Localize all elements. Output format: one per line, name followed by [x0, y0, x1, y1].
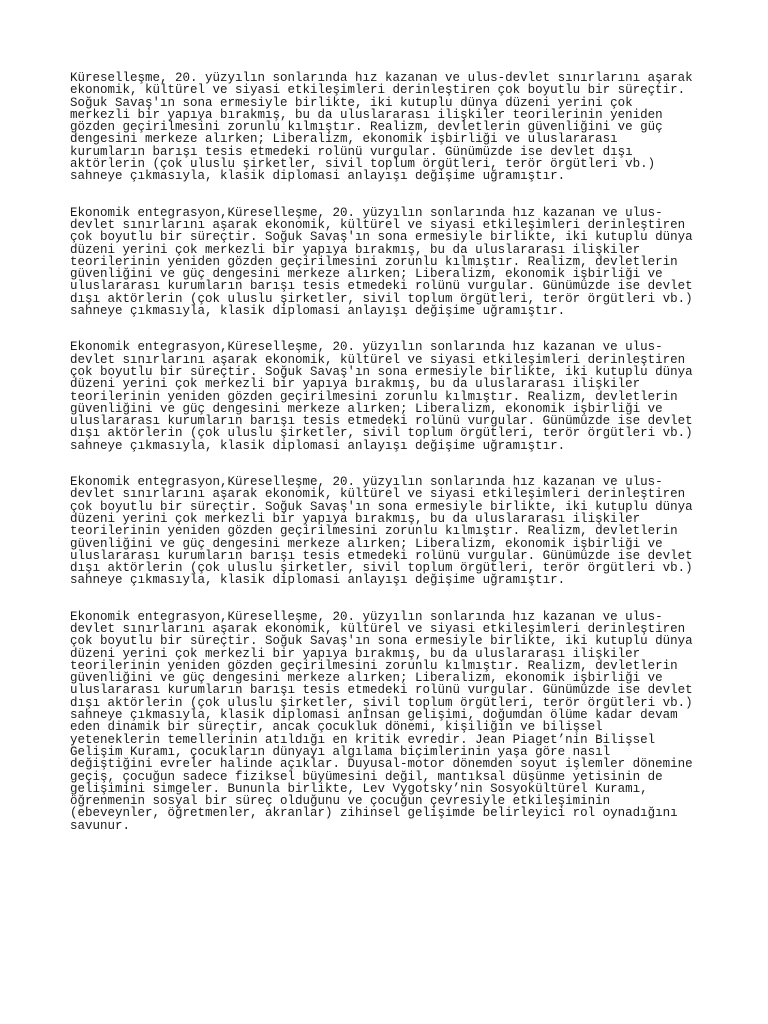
text-line: dengesini merkeze alırken; Liberalizm, ekonomik işbirliği ve uluslararası	[70, 132, 618, 147]
text-line: savunur.	[70, 818, 131, 833]
text-line: çok boyutlu bir süreçtir. Soğuk Savaş'ın sona ermesiyle birlikte, iki kutuplu dünya	[70, 499, 693, 514]
text-line: sahneye çıkmasıyla, klasik diplomasi anlayışı değişime uğramıştır.	[70, 304, 566, 319]
paragraph-1	[70, 72, 710, 183]
text-line: gelişimini simgeler. Bununla birlikte, Lev Vygotsky’nin Sosyokültürel Kuramı,	[70, 781, 648, 796]
text-line: dışı aktörlerin (çok uluslu şirketler, sivil toplum örgütleri, terör örgütleri vb.)	[70, 561, 693, 576]
text-line: (ebeveynler, öğretmenler, akranlar) zihinsel gelişimde belirleyici rol oynadığını	[70, 806, 678, 821]
text-line: sahneye çıkmasıyla, klasik diplomasi anlayışı değişime uğramıştır.	[70, 169, 566, 184]
text-line: teorilerinin yeniden gözden geçirilmesini zorunlu kılmıştır. Realizm, devletlerin	[70, 389, 678, 404]
text-line: düzeni yerini çok merkezli bir yapıya bırakmış, bu da uluslararası ilişkiler	[70, 242, 641, 257]
text-line: devlet sınırlarını aşarak ekonomik, kültürel ve siyasi etkileşimleri derinleştiren	[70, 217, 686, 232]
text-line: dışı aktörlerin (çok uluslu şirketler, sivil toplum örgütleri, terör örgütleri vb.)	[70, 695, 693, 710]
text-line: aktörlerin (çok uluslu şirketler, sivil toplum örgütleri, terör örgütleri vb.)	[70, 157, 656, 172]
text-line: teorilerinin yeniden gözden geçirilmesini zorunlu kılmıştır. Realizm, devletlerin	[70, 524, 678, 539]
text-line: sahneye çıkmasıyla, klasik diplomasi anİnsan gelişimi, doğumdan ölüme kadar devam	[70, 708, 678, 723]
text-line: Ekonomik entegrasyon,Küreselleşme, 20. yüzyılın sonlarında hız kazanan ve ulus-	[70, 475, 663, 490]
text-line: çok boyutlu bir süreçtir. Soğuk Savaş'ın sona ermesiyle birlikte, iki kutuplu dünya	[70, 634, 693, 649]
text-line: öğrenmenin sosyal bir süreç olduğunu ve çocuğun çevresiyle etkileşiminin	[70, 794, 611, 809]
document-page	[70, 72, 710, 856]
text-line: Soğuk Savaş'ın sona ermesiyle birlikte, iki kutuplu dünya düzeni yerini çok	[70, 95, 633, 110]
text-line: güvenliğini ve güç dengesini merkeze alırken; Liberalizm, ekonomik işbirliği ve	[70, 401, 663, 416]
text-line: güvenliğini ve güç dengesini merkeze alırken; Liberalizm, ekonomik işbirliği ve	[70, 267, 663, 282]
text-line: güvenliğini ve güç dengesini merkeze alırken; Liberalizm, ekonomik işbirliği ve	[70, 536, 663, 551]
text-line: geçiş, çocuğun sadece fiziksel büyümesini değil, mantıksal düşünme yetisinin de	[70, 769, 663, 784]
text-line: düzeni yerini çok merkezli bir yapıya bırakmış, bu da uluslararası ilişkiler	[70, 646, 641, 661]
text-line: uluslararası kurumların barışı tesis etmedeki rolünü vurgular. Günümüzde ise devlet	[70, 683, 693, 698]
text-line: uluslararası kurumların barışı tesis etmedeki rolünü vurgular. Günümüzde ise devlet	[70, 279, 693, 294]
text-line: teorilerinin yeniden gözden geçirilmesini zorunlu kılmıştır. Realizm, devletlerin	[70, 658, 678, 673]
text-line: düzeni yerini çok merkezli bir yapıya bırakmış, bu da uluslararası ilişkiler	[70, 511, 641, 526]
text-line: sahneye çıkmasıyla, klasik diplomasi anlayışı değişime uğramıştır.	[70, 573, 566, 588]
text-line: eden dinamik bir süreçtir, ancak çocukluk dönemi, kişiliğin ve bilişsel	[70, 720, 603, 735]
text-line: devlet sınırlarını aşarak ekonomik, kültürel ve siyasi etkileşimleri derinleştiren	[70, 621, 686, 636]
text-line: çok boyutlu bir süreçtir. Soğuk Savaş'ın sona ermesiyle birlikte, iki kutuplu dünya	[70, 364, 693, 379]
text-line: Ekonomik entegrasyon,Küreselleşme, 20. yüzyılın sonlarında hız kazanan ve ulus-	[70, 340, 663, 355]
text-line: dışı aktörlerin (çok uluslu şirketler, sivil toplum örgütleri, terör örgütleri vb.)	[70, 426, 693, 441]
text-line: devlet sınırlarını aşarak ekonomik, kültürel ve siyasi etkileşimleri derinleştiren	[70, 352, 686, 367]
text-line: ekonomik, kültürel ve siyasi etkileşimleri derinleştiren çok boyutlu bir süreçtir.	[70, 83, 686, 98]
text-line: Ekonomik entegrasyon,Küreselleşme, 20. yüzyılın sonlarında hız kazanan ve ulus-	[70, 205, 663, 220]
text-line: güvenliğini ve güç dengesini merkeze alırken; Liberalizm, ekonomik işbirliği ve	[70, 671, 663, 686]
paragraph-2	[70, 207, 710, 318]
text-line: Ekonomik entegrasyon,Küreselleşme, 20. yüzyılın sonlarında hız kazanan ve ulus-	[70, 609, 663, 624]
text-line: düzeni yerini çok merkezli bir yapıya bırakmış, bu da uluslararası ilişkiler	[70, 377, 641, 392]
text-line: uluslararası kurumların barışı tesis etmedeki rolünü vurgular. Günümüzde ise devlet	[70, 414, 693, 429]
text-line: Küreselleşme, 20. yüzyılın sonlarında hız kazanan ve ulus-devlet sınırlarını aşarak	[70, 71, 693, 85]
text-line: sahneye çıkmasıyla, klasik diplomasi anlayışı değişime uğramıştır.	[70, 438, 566, 453]
text-line: Gelişim Kuramı, çocukların dünyayı algılama biçimlerinin yaşa göre nasıl	[70, 744, 611, 759]
text-line: dışı aktörlerin (çok uluslu şirketler, sivil toplum örgütleri, terör örgütleri vb.)	[70, 291, 693, 306]
text-line: değiştiğini evreler halinde açıklar. Duyusal-motor dönemden soyut işlemler dönemine	[70, 757, 693, 772]
text-line: merkezli bir yapıya bırakmış, bu da uluslararası ilişkiler teorilerinin yeniden	[70, 107, 663, 122]
text-line: yeteneklerin temellerinin atıldığı en kritik evredir. Jean Piaget’nin Bilişsel	[70, 732, 656, 747]
text-line: uluslararası kurumların barışı tesis etmedeki rolünü vurgular. Günümüzde ise devlet	[70, 548, 693, 563]
paragraph-3	[70, 341, 710, 452]
paragraph-4	[70, 476, 710, 587]
text-line: kurumların barışı tesis etmedeki rolünü vurgular. Günümüzde ise devlet dışı	[70, 144, 633, 159]
text-line: çok boyutlu bir süreçtir. Soğuk Savaş'ın sona ermesiyle birlikte, iki kutuplu dünya	[70, 230, 693, 245]
text-line: devlet sınırlarını aşarak ekonomik, kültürel ve siyasi etkileşimleri derinleştiren	[70, 487, 686, 502]
text-line: gözden geçirilmesini zorunlu kılmıştır. Realizm, devletlerin güvenliğini ve güç	[70, 120, 663, 135]
text-line: teorilerinin yeniden gözden geçirilmesini zorunlu kılmıştır. Realizm, devletlerin	[70, 254, 678, 269]
paragraph-5	[70, 611, 710, 832]
